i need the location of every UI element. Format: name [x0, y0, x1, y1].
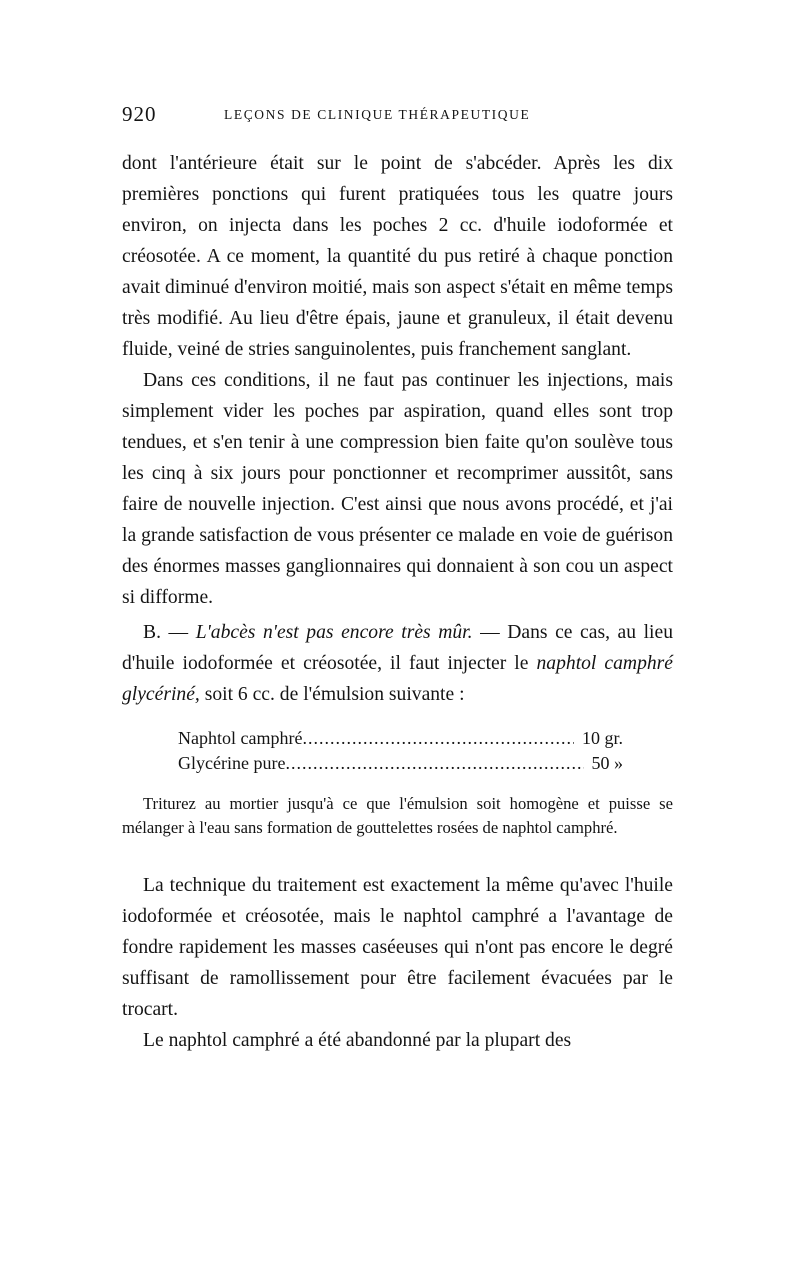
recipe-quantity: 50 »: [591, 753, 623, 773]
body-text-bottom: [122, 870, 673, 1056]
page-number: 920: [122, 102, 157, 126]
section-b-label: B. —: [143, 622, 189, 643]
section-b-drug: naphtol camphré glycériné,: [122, 653, 673, 705]
paragraph-technique: La technique du traitement est exactement la même qu'avec l'huile iodoformée et créosotée, mais le naphtol camphré a l'avantage de fondre rapidement les masses caséeuses qui n'ont pas encore le degré suffisant de ramollissement pour être facilement évacuées par le trocart.: [122, 875, 673, 1020]
section-b-text-1: — Dans ce cas, au lieu d'huile iodoformée et créosotée, il faut injecter le: [122, 622, 673, 674]
section-b-title: L'abcès n'est pas encore très mûr.: [195, 622, 473, 643]
paragraph-continuation: dont l'antérieure était sur le point de s'abcéder. Après les dix premières ponctions qui furent pratiquées tous les quatre jours environ, on injecta dans les poches 2 cc. d'huile iodoformée et créosotée. A ce moment, la quantité du pus retiré à chaque ponction avait diminué d'environ moitié, mais son aspect s'était en même temps très modifié. Au lieu d'être épais, jaune et granuleux, il était devenu fluide, veiné de stries sanguinolentes, puis franchement sanglant.: [122, 153, 673, 360]
section-b-text-2: soit 6 cc. de l'émulsion suivante :: [204, 684, 465, 705]
recipe-note: [122, 792, 673, 840]
running-head: LEÇONS DE CLINIQUE THÉRAPEUTIQUE: [224, 107, 531, 122]
paragraph-last: Le naphtol camphré a été abandonné par la plupart des: [143, 1030, 572, 1051]
leader-dots: [302, 726, 574, 751]
paragraph-conditions: Dans ces conditions, il ne faut pas continuer les injections, mais simplement vider les poches par aspiration, quand elles sont trop tendues, et s'en tenir à une compression bien faite qu'on soulève tous les cinq à six jours pour ponctionner et recomprimer aussitôt, sans faire de nouvelle injection. C'est ainsi que nous avons procédé, et j'ai la grande satisfaction de vous présenter ce malade en voie de guérison des énormes masses ganglionnaires qui donnaient à son cou un aspect si difforme.: [122, 370, 673, 608]
section-b-paragraph: [122, 617, 673, 710]
recipe-ingredient: Glycérine pure: [178, 753, 286, 773]
leader-dots: [285, 751, 583, 776]
recipe-note-text: Triturez au mortier jusqu'à ce que l'émulsion soit homogène et puisse se mélanger à l'eau sans formation de gouttelettes rosées de naphtol camphré.: [122, 794, 673, 837]
recipe-row: [178, 726, 623, 751]
recipe-list: [178, 726, 623, 776]
body-text-top: [122, 148, 673, 710]
recipe-ingredient: Naphtol camphré: [178, 728, 303, 748]
page-header: [122, 102, 678, 132]
recipe-quantity: 10 gr.: [581, 728, 623, 748]
recipe-row: [178, 751, 623, 776]
